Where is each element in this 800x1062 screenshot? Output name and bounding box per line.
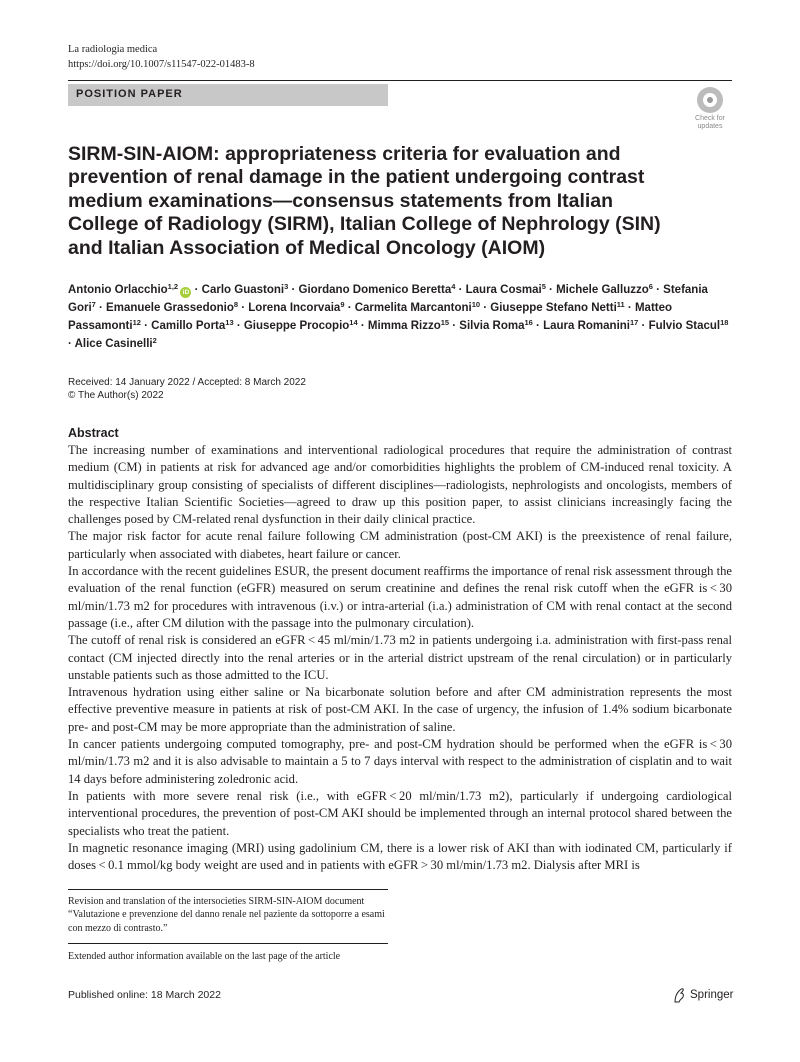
received-accepted: Received: 14 January 2022 / Accepted: 8 March 2022 (68, 377, 306, 388)
author-separator: · (233, 320, 244, 332)
author-affiliation: 6 (648, 282, 653, 291)
author-separator: · (344, 302, 355, 314)
published-date: Published online: 18 March 2022 (68, 989, 221, 1001)
author-affiliation: 12 (132, 318, 141, 327)
author-affiliation: 17 (629, 318, 639, 327)
springer-horse-icon (672, 987, 686, 1003)
extended-author-note: Extended author information available on the last page of the article (68, 951, 341, 962)
author-affiliation: 1,2 (167, 282, 179, 291)
author-affiliation: 13 (225, 318, 234, 327)
author-separator: · (624, 302, 635, 314)
abstract-paragraph: The increasing number of examinations and interventional radiological procedures that require the administration of contrast medium (CM) in patients at risk for advanced age and/or comorbidities highlights the problem of CM-induced renal toxicity. A multidisciplinary group consisting of specialists of different disciplines—radiologists, nephrologists and oncologists, members of the respective Italian Scientific Societies—agreed to draw up this position paper, to assist clinicians increasingly facing the challenges posed by CM-related renal dysfunction in their daily clinical practice. (68, 443, 732, 527)
publisher-name: Springer (690, 989, 734, 1001)
author-affiliation: 5 (541, 282, 546, 291)
author-name[interactable]: Emanuele Grassedonio (106, 302, 234, 314)
header-rule (68, 80, 732, 81)
article-type-bar (68, 84, 388, 106)
author-name[interactable]: Giuseppe Procopio (243, 320, 350, 332)
translation-footnote: Revision and translation of the intersocieties SIRM-SIN-AIOM document “Valutazione e prevenzione del danno renale nel paziente da sottoporre a esami con mezzo di contrasto.” (68, 896, 385, 934)
author-name[interactable]: Giuseppe Stefano Netti (490, 302, 617, 314)
author-affiliation: 11 (616, 300, 625, 309)
author-separator: · (455, 284, 466, 296)
author-affiliation: 15 (440, 318, 450, 327)
author-affiliation: 10 (471, 300, 481, 309)
author-name[interactable]: Lorena Incorvaia (248, 302, 341, 314)
author-affiliation: 18 (720, 318, 729, 327)
author-separator: · (238, 302, 249, 314)
journal-name: La radiologia medica (68, 44, 158, 55)
author-separator: · (638, 320, 649, 332)
author-name[interactable]: Stefania Gori (68, 284, 708, 314)
author-separator: · (357, 320, 368, 332)
author-name[interactable]: Camillo Porta (151, 320, 226, 332)
author-name[interactable]: Giordano Domenico Beretta (298, 284, 452, 296)
author-affiliation: 7 (91, 300, 96, 309)
orcid-icon[interactable]: iD (180, 287, 191, 298)
author-affiliation: 14 (349, 318, 358, 327)
author-name[interactable]: Antonio Orlacchio (68, 284, 168, 296)
author-affiliation: 4 (451, 282, 456, 291)
author-name[interactable]: Carlo Guastoni (201, 284, 285, 296)
article-dates (68, 376, 306, 402)
author-name[interactable]: Alice Casinelli (74, 338, 153, 350)
author-separator: · (532, 320, 544, 332)
journal-header (68, 42, 255, 72)
author-name[interactable]: Fulvio Stacul (648, 320, 721, 332)
footnote-rule (68, 943, 388, 944)
crossmark-text: Check for updates (695, 115, 725, 130)
author-affiliation: 2 (152, 336, 157, 345)
author-name[interactable]: Mimma Rizzo (367, 320, 441, 332)
abstract-paragraph: In cancer patients undergoing computed tomography, pre- and post-CM hydration should be performed when the eGFR is < 30 ml/min/1.73 m2 and it is also advisable to maintain a 5 to 7 days interval with respect to the administration of cisplatin and to wait 14 days before administering zoledronic acid. (68, 737, 732, 786)
author-name[interactable]: Laura Cosmai (465, 284, 542, 296)
abstract-body (68, 442, 732, 874)
doi-link[interactable]: https://doi.org/10.1007/s11547-022-01483-8 (68, 59, 255, 70)
publisher-logo (672, 987, 733, 1003)
abstract-paragraph: In patients with more severe renal risk (i.e., with eGFR < 20 ml/min/1.73 m2), particularly if undergoing cardiological interventional procedures, the prevention of post-CM AKI should be implemented through an internal protocol shared between the specialists who treat the patient. (68, 788, 732, 838)
abstract-paragraph: The major risk factor for acute renal failure following CM administration (post-CM AKI) is the preexistence of renal failure, particularly when associated with diabetes, heart failure or cancer. (68, 529, 732, 561)
author-affiliation: 16 (524, 318, 533, 327)
author-name[interactable]: Silvia Roma (459, 320, 525, 332)
crossmark-icon (697, 87, 723, 113)
abstract-paragraph: In accordance with the recent guidelines ESUR, the present document reaffirms the importance of renal risk assessment through the evaluation of the renal function (eGFR) measured on serum creatinine and defines the renal risk cutoff when the eGFR is < 30 ml/min/1.73 m2 for procedures with intravenous (i.v.) or intra-arterial (i.a.) administration of CM with renal contact at the second passage (i.e., after CM dilution with the passage into the pulmonary circulation). (68, 564, 732, 630)
author-separator: · (68, 338, 75, 350)
author-affiliation: 3 (284, 282, 289, 291)
footnote-rule (68, 889, 388, 890)
author-name[interactable]: Carmelita Marcantoni (354, 302, 472, 314)
author-separator: · (95, 302, 107, 314)
abstract-paragraph: The cutoff of renal risk is considered an eGFR < 45 ml/min/1.73 m2 in patients undergoing i.a. administration with first-pass renal contact (CM injected directly into the renal arteries or in the arterial district upstream of the renal circulation) or in particularly unstable patients such as those admitted to the ICU. (68, 633, 732, 682)
copyright: © The Author(s) 2022 (68, 390, 164, 401)
author-list (68, 281, 734, 353)
abstract-paragraph: In magnetic resonance imaging (MRI) using gadolinium CM, there is a lower risk of AKI than with iodinated CM, particularly if doses < 0.1 mmol/kg body weight are used and in patients with eGFR > 30 ml/min/1.73 m2. Dialysis after MRI is (68, 840, 732, 873)
author-name[interactable]: Matteo Passamonti (68, 302, 673, 332)
author-separator: · (191, 284, 202, 296)
article-title: SIRM-SIN-AIOM: appropriateness criteria for evaluation and prevention of renal damage in the patient undergoing contrast medium examinations—consensus statements from Italian College of Radiology (SIRM), Italian College of Nephrology (SIN) and Italian Association of Medical Oncology (AIOM) (68, 143, 661, 259)
abstract-heading: Abstract (68, 426, 119, 440)
abstract-paragraph: Intravenous hydration using either saline or Na bicarbonate solution before and after CM administration represents the most effective preventive measure in patients at risk of post-CM AKI. In the case of urgency, the infusion of 1.4% sodium bicarbonate pre- and post-CM may be more appropriate than the administration of saline. (68, 685, 732, 734)
author-separator: · (140, 320, 152, 332)
author-affiliation: 9 (340, 300, 345, 309)
crossmark-badge[interactable] (688, 87, 732, 129)
author-separator: · (545, 284, 557, 296)
author-name[interactable]: Laura Romanini (543, 320, 630, 332)
author-separator: · (480, 302, 491, 314)
author-affiliation: 8 (233, 300, 239, 309)
author-separator: · (288, 284, 299, 296)
author-name[interactable]: Michele Galluzzo (556, 284, 649, 296)
article-type-label: POSITION PAPER (76, 88, 183, 100)
author-separator: · (449, 320, 460, 332)
author-separator: · (652, 284, 664, 296)
